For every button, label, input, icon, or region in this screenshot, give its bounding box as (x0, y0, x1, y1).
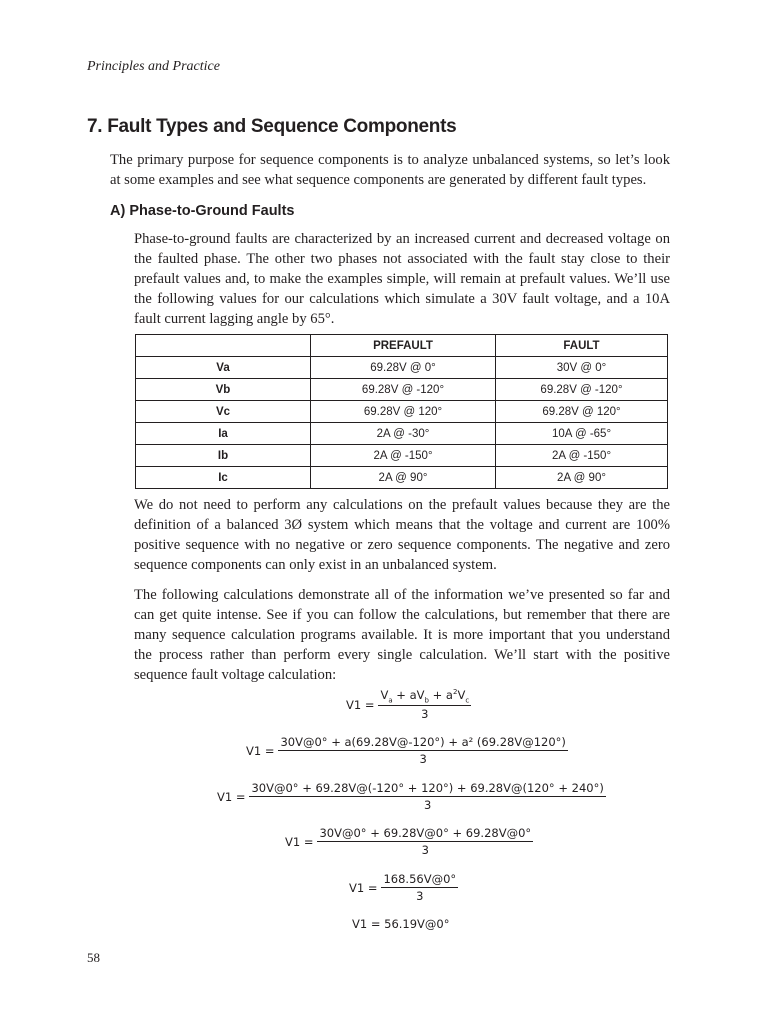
intro-paragraph: The primary purpose for sequence components is to analyze unbalanced systems, so let’s look at some examples and see what sequence components are generated by different fault types. (110, 152, 670, 188)
row-label: Va (136, 357, 311, 379)
fault-cell: 30V @ 0° (496, 357, 668, 379)
row-label: Vc (136, 401, 311, 423)
equation-fraction (381, 872, 458, 903)
equation-v1-substituted (246, 735, 568, 766)
table-row (136, 379, 668, 401)
equation-numerator: 30V@0° + 69.28V@0° + 69.28V@0° (319, 826, 532, 840)
table-row (136, 357, 668, 379)
running-head: Principles and Practice (87, 59, 220, 74)
fault-cell: 69.28V @ 120° (496, 401, 668, 423)
equation-fraction (317, 826, 533, 857)
table-row (136, 423, 668, 445)
equation-lhs: V1 = (246, 743, 275, 758)
prefault-cell: 2A @ -150° (311, 445, 496, 467)
table-header-cell: PREFAULT (311, 335, 496, 357)
calculations-paragraph: The following calculations demonstrate all of the information we’ve presented so far and can get quite intense. See if you can follow the calculations, but remember that there are many sequence calculation programs available. It is more important that you understand the process rather than perform every single calculation. We’ll start with the positive sequence fault voltage calculation: (134, 587, 670, 683)
equation-fraction (278, 735, 567, 766)
subsection-title: A) Phase-to-Ground Faults (110, 203, 295, 219)
equation-lhs: V1 = (217, 789, 246, 804)
fault-cell: 10A @ -65° (496, 423, 668, 445)
equation-lhs: V1 = (346, 697, 375, 712)
row-label: Ic (136, 467, 311, 489)
balanced-system-paragraph: We do not need to perform any calculations on the prefault values because they are the definition of a balanced 3Ø system which means that the voltage and current are 100% positive sequence with no negative or zero sequence components. The negative and zero sequence components can only exist in an unbalanced system. (134, 497, 670, 573)
equation-v1-sum (349, 872, 458, 903)
equation-v1-aligned (285, 826, 533, 857)
table-row (136, 467, 668, 489)
equation-denominator: 3 (416, 889, 424, 903)
prefault-cell: 69.28V @ -120° (311, 379, 496, 401)
equation-fraction (249, 781, 605, 812)
equation-numerator: 30V@0° + 69.28V@(-120° + 120°) + 69.28V@(120° + 240°) (251, 781, 604, 795)
equation-fraction (378, 688, 471, 721)
prefault-cell: 2A @ -30° (311, 423, 496, 445)
equation-denominator: 3 (423, 798, 432, 812)
fault-cell: 69.28V @ -120° (496, 379, 668, 401)
row-label: Ib (136, 445, 311, 467)
equation-v1-formula (346, 688, 471, 721)
table-row (136, 445, 668, 467)
fault-cell: 2A @ -150° (496, 445, 668, 467)
table-header-row (136, 335, 668, 357)
equation-lhs: V1 = (349, 880, 378, 895)
table-header-cell: FAULT (496, 335, 668, 357)
equation-v1-rotated (217, 781, 606, 812)
equation-denominator: 3 (421, 707, 429, 722)
equation-v1-result: V1 = 56.19V@0° (352, 917, 450, 931)
prefault-cell: 2A @ 90° (311, 467, 496, 489)
equation-denominator: 3 (421, 843, 429, 857)
phase-to-ground-paragraph: Phase-to-ground faults are characterized by an increased current and decreased voltage on the faulted phase. The other two phases not associated with the fault stay close to their prefault values and, to make the examples simple, will remain at prefault values. We’ll use the following values for our calculations which simulate a 30V fault voltage, and a 10A fault current lagging angle by 65°. (134, 231, 670, 327)
equation-denominator: 3 (419, 752, 427, 766)
table-header-cell (136, 335, 311, 357)
equation-lhs: V1 = (285, 834, 314, 849)
page-number: 58 (87, 950, 100, 965)
equation-numerator: 30V@0° + a(69.28V@-120°) + a² (69.28V@120°) (280, 735, 566, 749)
prefault-cell: 69.28V @ 120° (311, 401, 496, 423)
prefault-cell: 69.28V @ 0° (311, 357, 496, 379)
table-row (136, 401, 668, 423)
section-title: 7. Fault Types and Sequence Components (87, 116, 457, 137)
fault-values-table (135, 334, 668, 489)
fault-cell: 2A @ 90° (496, 467, 668, 489)
row-label: Vb (136, 379, 311, 401)
equation-numerator: 168.56V@0° (383, 872, 457, 886)
equation-numerator: $V_a + aV_b + a^2V_c$ (380, 688, 470, 705)
row-label: Ia (136, 423, 311, 445)
